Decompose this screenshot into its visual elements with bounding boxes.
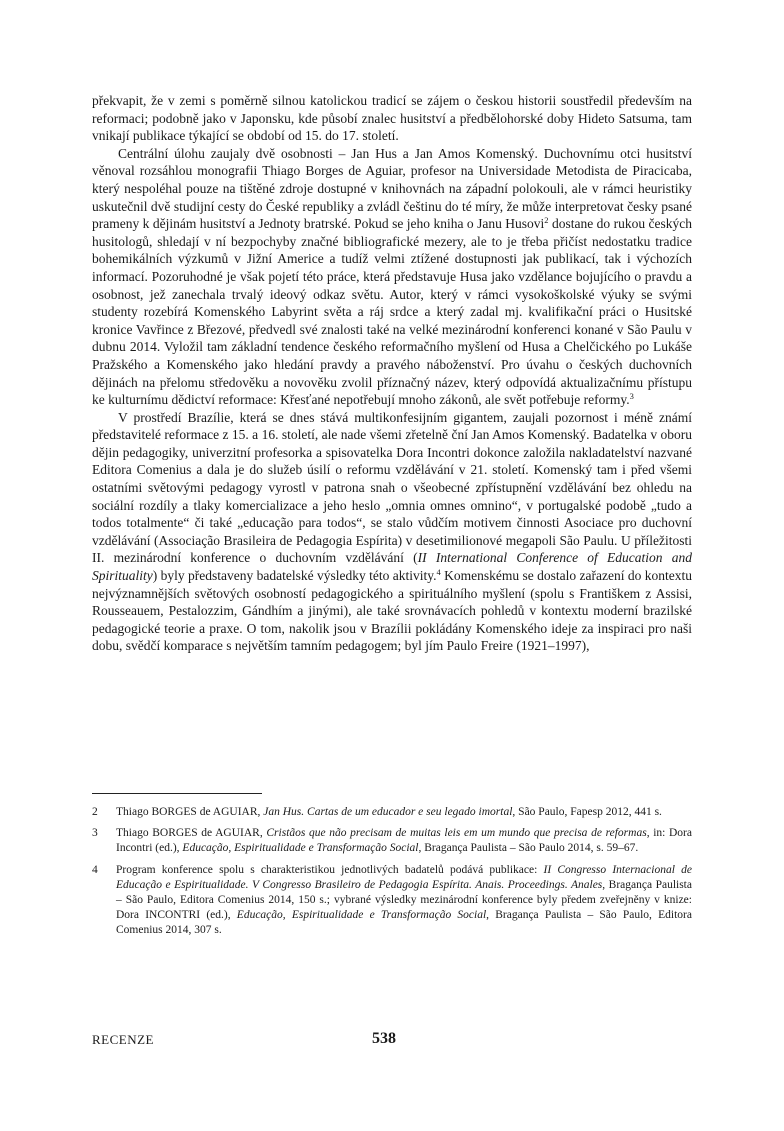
footnote-4 [92,863,692,939]
footnote-ref-4[interactable]: 4 [436,567,441,578]
footnote-text: Thiago BORGES de AGUIAR, Jan Hus. Cartas de um educador e seu legado imortal, São Paulo, Fapesp 2012, 441 s. [116,806,662,818]
footnote-number: 2 [92,806,98,818]
footnote-text: Thiago BORGES de AGUIAR, Cristãos que não precisam de muitas leis em um mundo que precisa de reformas, in: Dora Incontri (ed.), Educação, Espiritualidade e Transformação Social, Bragança Paulista – São Paulo 2014, s. 59–67. [116,827,692,855]
conference-title: II International Conference of Education and Spirituality [92,550,692,584]
paragraph-3: V prostředí Brazílie, která se dnes stává multikonfesijním gigantem, zaujali pozornost i méně známí představitelé reformace z 15. a 16. století, ale nade všemi zřetelně ční Jan Amos Komenský. Badatelka v oboru dějin pedagogiky, univerzitní profesorka a spisovatelka Dora Incontri dokonce založila nakladatelství nazvané Editora Comenius a dala je do služeb úsilí o reformu vzdělávání v 21. století. Komenský tam i před všemi ostatními světovými pedagogy vyrostl v patrona snah o všeobecné zpřístupnění vzdělávání bez ohledu na sociální rozdíly a tlaky komercializace a jeho heslo „omnia omnes omnino“, v portugalské podobě „tudo a todos totalmente“ či také „educação para todos“, se stalo vůdčím motivem činnosti Asociace pro duchovní vzdělávání (Associação Brasileira de Pedagogia Espírita) v desetimilionové megapoli São Paulu. U příležitosti II. mezinárodní konference o duchovním vzdělávání (II International Conference of Education and Spirituality) byly představeny badatelské výsledky této aktivity.$^4$ Komenskému se dostalo zařazení do kontextu nejvýznamnějších světových osobností pedagogického a spirituálního myšlení (spolu s Františkem z Assisi, Rousseauem, Pestalozzim, Gándhím a jinými), ale také srovnávacích pohledů v kontextu moderní brazilské pedagogické teorie a praxe. O tom, nakolik jsou v Brazílii pokládány Komenského ideje za inspiraci pro naši dobu, svědčí komparace s největším tamním pedagogem; byl jím Paulo Freire (1921–1997), [92,409,692,654]
paragraph-1: překvapit, že v zemi s poměrně silnou katolickou tradicí se zájem o českou historii soustředil především na reformaci; podobně jako v Japonsku, kde působí znalec husitství a předbělohorské doby Hideto Satsuma, tam vnikají publikace týkající se období od 15. do 17. století. [92,93,692,144]
section-label: RECENZE [92,1032,154,1047]
page-footer [92,1032,692,1052]
paragraph-2: Centrální úlohu zaujaly dvě osobnosti – Jan Hus a Jan Amos Komenský. Duchovnímu otci husitství věnoval rozsáhlou monografii Thiago Borges de Aguiar, profesor na Universidade Metodista de Piracicaba, který nespoléhal pouze na tištěné zdroje dostupné v knihovnách na západní polokouli, ale v rámci heuristiky uskutečnil dvě studijní cesty do České republiky a zvládl češtinu do té míry, že může interpretovat česky psané prameny k dějinám husitství a Jednoty bratrské. Pokud se jeho kniha o Janu Husovi$^2$ dostane do rukou českých husitologů, shledají v ní bezpochyby značné bibliografické mezery, ale to je třeba přičíst nedostatku tradice bohemikálních výzkumů v Jižní Americe a tudíž velmi ztížené dostupnosti jak publikací, tak i výchozích informací. Pozoruhodné je však pojetí této práce, která představuje Husa jako vzdělance bojujícího o pravdu a osobnost, jež zanechala trvalý ideový odkaz světu. Autor, který v rámci vysokoškolské výuky se svými studenty rozebírá Komenského Labyrint světa a ráj srdce a který zadal mj. kvalifikační práci o Husitské kronice Vavřince z Březové, předvedl své znalosti také na velké mezinárodní konferenci konané v São Paulu v dubnu 2014. Vyložil tam základní tendence českého reformačního myšlení od Husa a Chelčického po Lukáše Pražského a Komenského jako hledání pravdy a pravého náboženství. Pro úvahu o českých duchovních dějinách na přelomu středověku a novověku zvolil příznačný název, který odpovídá aktualizačnímu přístupu ke kulturnímu dědictví reformace: Křesťané nepotřebují mnoho zákonů, ale svět potřebuje reformy.$^3$ [92,145,693,408]
footnote-2 [92,805,692,820]
footnote-text: Program konference spolu s charakteristikou jednotlivých badatelů podává publikace: II Congresso Internacional de Educação e Espiritualidade. V Congresso Brasileiro de Pedagogia Espírita. Anais. Proceedings. Anales, Bragança Paulista – São Paulo, Editora Comenius 2014, 150 s.; vybrané výsledky mezinárodní konference byly předem zveřejněny v knize: Dora INCONTRI (ed.), Educação, Espiritualidade e Transformação Social, Bragança Paulista – São Paulo, Editora Comenius 2014, 307 s. [116,863,692,937]
footnote-ref-2[interactable]: 2 [544,215,549,226]
footnote-3 [92,826,692,856]
main-text [92,92,692,655]
footnotes [92,805,692,945]
page-number: 538 [372,1030,396,1047]
footnote-number: 3 [92,827,98,840]
footnote-ref-3[interactable]: 3 [629,391,634,402]
footnote-number: 4 [92,863,98,876]
footnote-divider [92,793,262,794]
